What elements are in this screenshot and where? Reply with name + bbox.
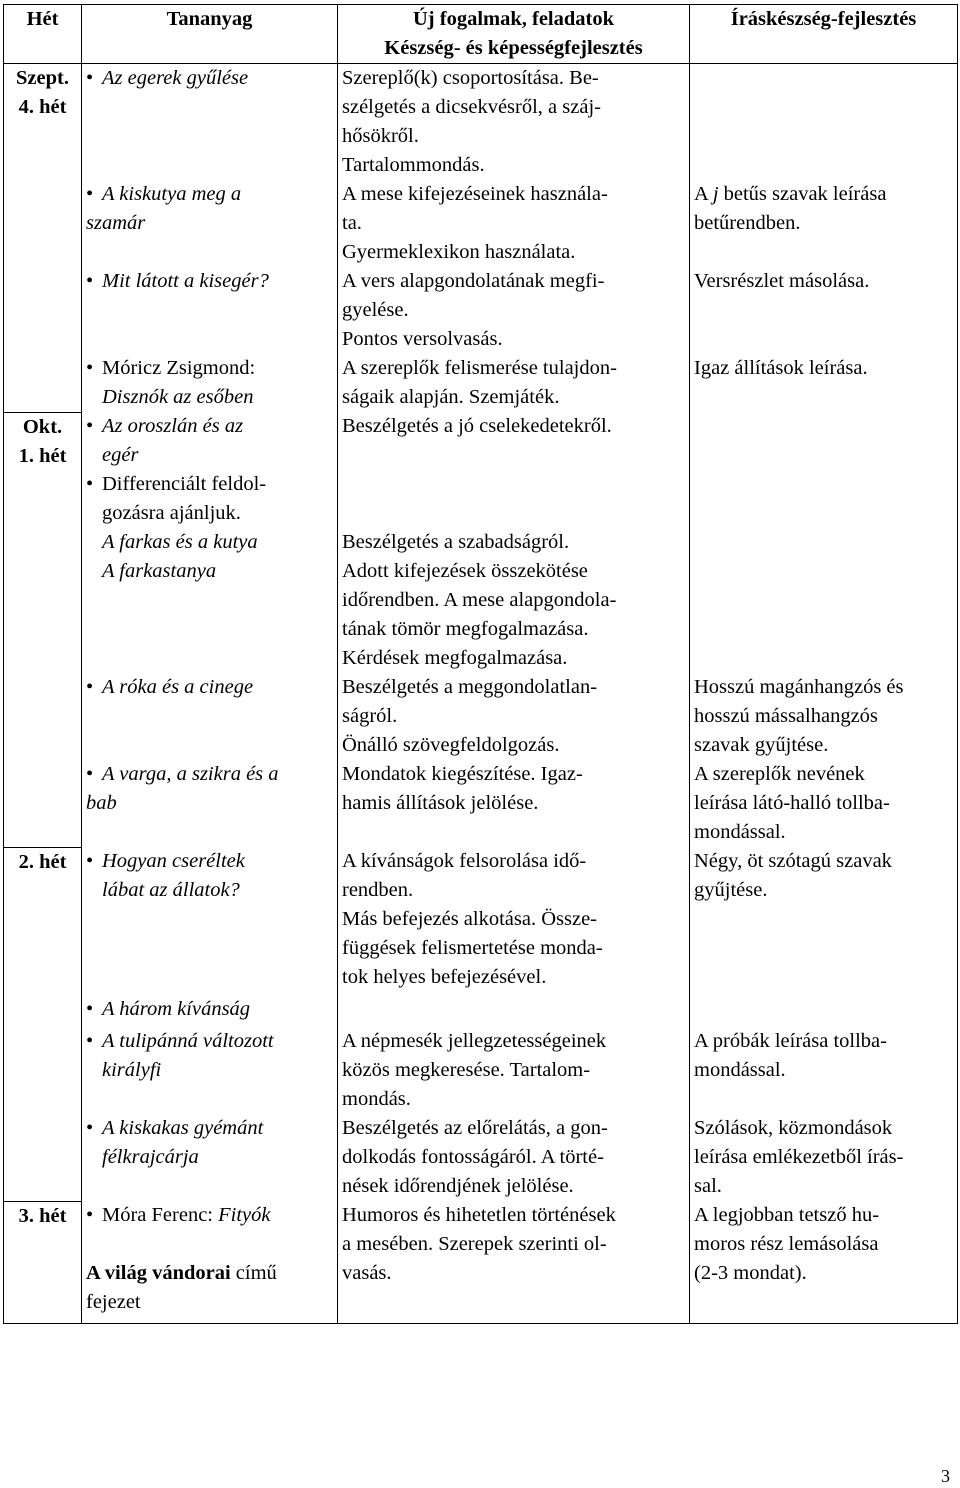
week-cell (4, 1114, 82, 1201)
table-row (4, 1201, 958, 1324)
writing-cell: A j betűs szavak leírása betűrendben. (690, 180, 958, 267)
writing-cell: Négy, öt szótagú szavak gyűjtése. (690, 847, 958, 992)
table-row (4, 673, 958, 760)
tasks-cell: A mese kifejezéseinek használa- ta. Gyermeklexikon használata. (338, 180, 690, 267)
tasks-cell: A népmesék jellegzetességeinek közös megkeresése. Tartalom- mondás. (338, 992, 690, 1114)
table-row (4, 992, 958, 1114)
topic-cell: • Hogyan cseréltek lábat az állatok? (82, 847, 338, 992)
week-cell (4, 673, 82, 760)
writing-cell: Igaz állítások leírása. (690, 354, 958, 412)
tasks-cell: A kívánságok felsorolása idő- rendben. Más befejezés alkotása. Össze- függések felismertetése monda- tok helyes befejezésével. (338, 847, 690, 992)
table-row (4, 267, 958, 354)
writing-cell (690, 528, 958, 673)
tasks-cell: Beszélgetés a meggondolatlan- ságról. Önálló szövegfeldolgozás. (338, 673, 690, 760)
header-week: Hét (4, 5, 82, 64)
header-topic: Tananyag (82, 5, 338, 64)
writing-cell: Versrészlet másolása. (690, 267, 958, 354)
tasks-cell: Beszélgetés az előrelátás, a gon- dolkodás fontosságáról. A törté- nések időrendjének jelölése. (338, 1114, 690, 1201)
topic-cell: • A varga, a szikra és a bab (82, 760, 338, 847)
table-row (4, 412, 958, 528)
table-row (4, 180, 958, 267)
writing-cell: A legjobban tetsző hu- moros rész lemásolása (2-3 mondat). (690, 1201, 958, 1324)
topic-cell: • Móra Ferenc: Fityók A világ vándorai című fejezet (82, 1201, 338, 1324)
week-cell: 2. hét (4, 847, 82, 992)
week-cell (4, 180, 82, 267)
week-cell (4, 354, 82, 412)
week-cell (4, 267, 82, 354)
writing-cell: Szólások, közmondások leírása emlékezetből írás- sal. (690, 1114, 958, 1201)
writing-cell: A próbák leírása tollba- mondással. (690, 992, 958, 1114)
tasks-cell: Beszélgetés a szabadságról. Adott kifejezések összekötése időrendben. A mese alapgondola- tának tömör megfogalmazása. Kérdések megfogalmazása. (338, 528, 690, 673)
table-row (4, 1114, 958, 1201)
tasks-cell: Szereplő(k) csoportosítása. Be- szélgetés a dicsekvésről, a száj- hősökről. Tartalommondás. (338, 64, 690, 181)
topic-cell: • A három kívánság • A tulipánná változott királyfi (82, 992, 338, 1114)
tasks-cell: Mondatok kiegészítése. Igaz- hamis állítások jelölése. (338, 760, 690, 847)
week-cell (4, 528, 82, 673)
table-row (4, 354, 958, 412)
writing-cell (690, 64, 958, 181)
topic-cell: • Móricz Zsigmond: Disznók az esőben (82, 354, 338, 412)
topic-cell: • A kiskutya meg a szamár (82, 180, 338, 267)
week-cell: 3. hét (4, 1201, 82, 1324)
topic-cell: • A róka és a cinege (82, 673, 338, 760)
header-concepts: Új fogalmak, feladatok Készség- és képességfejlesztés (338, 5, 690, 64)
writing-cell: Hosszú magánhangzós és hosszú mássalhangzós szavak gyűjtése. (690, 673, 958, 760)
week-cell (4, 760, 82, 847)
topic-cell: • Az oroszlán és az egér • Differenciált feldol- gozásra ajánljuk. (82, 412, 338, 528)
header-writing: Íráskészség-fejlesztés (690, 5, 958, 64)
writing-cell: A szereplők nevének leírása látó-halló tollba- mondással. (690, 760, 958, 847)
topic-cell: A farkas és a kutya A farkastanya (82, 528, 338, 673)
table-row (4, 847, 958, 992)
week-cell (4, 992, 82, 1114)
topic-cell: • Mit látott a kisegér? (82, 267, 338, 354)
lesson-plan-table (3, 4, 958, 1324)
table-row (4, 760, 958, 847)
page-number: 3 (941, 1466, 950, 1486)
week-cell: Okt. 1. hét (4, 412, 82, 528)
table-row (4, 528, 958, 673)
tasks-cell: A vers alapgondolatának megfi- gyelése. Pontos versolvasás. (338, 267, 690, 354)
week-cell: Szept. 4. hét (4, 64, 82, 181)
tasks-cell: Beszélgetés a jó cselekedetekről. (338, 412, 690, 528)
tasks-cell: Humoros és hihetetlen történések a mesében. Szerepek szerinti ol- vasás. (338, 1201, 690, 1324)
table-row (4, 64, 958, 181)
topic-cell: • Az egerek gyűlése (82, 64, 338, 181)
writing-cell (690, 412, 958, 528)
topic-cell: • A kiskakas gyémánt félkrajcárja (82, 1114, 338, 1201)
header-row (4, 5, 958, 64)
tasks-cell: A szereplők felismerése tulajdon- ságaik alapján. Szemjáték. (338, 354, 690, 412)
